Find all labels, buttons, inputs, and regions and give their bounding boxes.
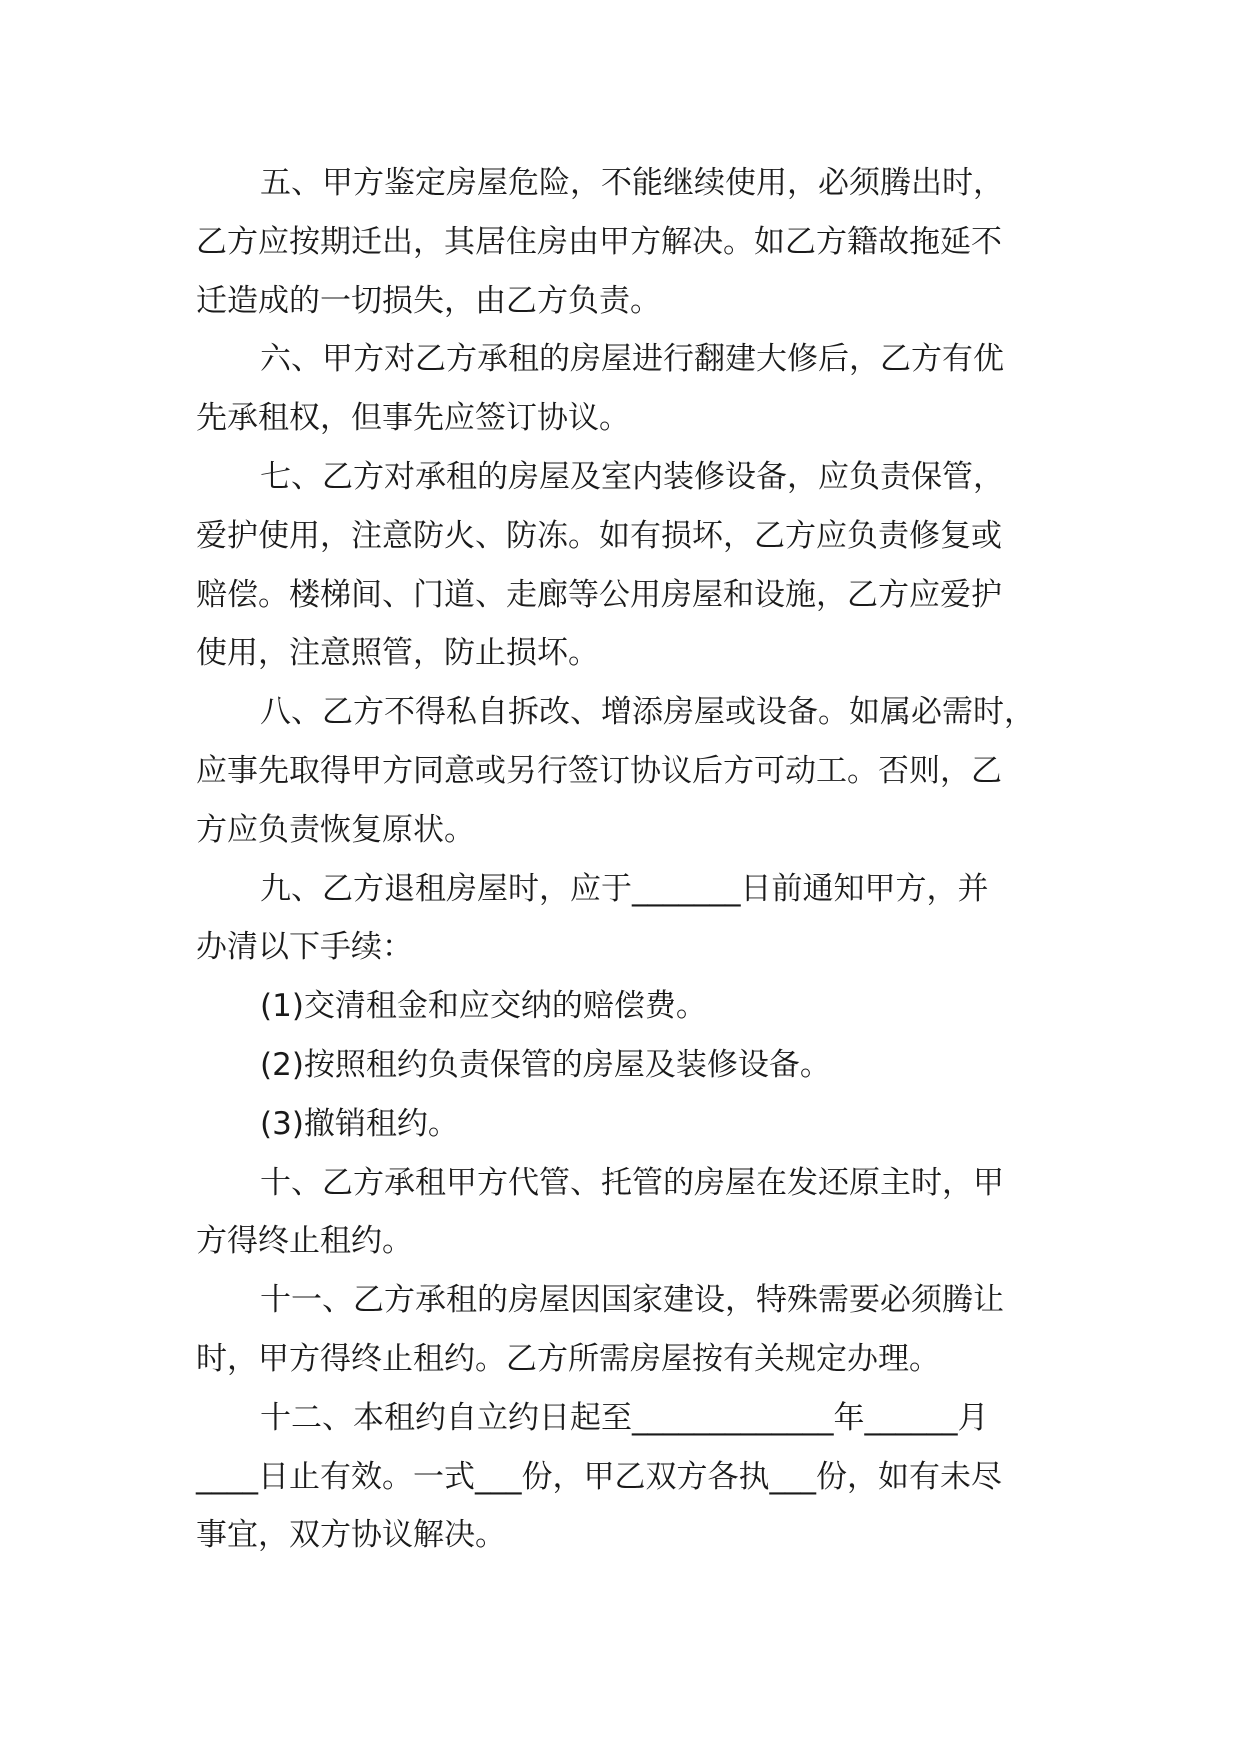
line-text: 方应负责恢复原状。	[196, 811, 475, 848]
text-line	[196, 1212, 1076, 1271]
text-line	[196, 154, 1076, 213]
line-text: 应事先取得甲方同意或另行签订协议后方可动工。否则，乙	[196, 752, 1002, 789]
text-line	[196, 1095, 1076, 1154]
line-text: 爱护使用，注意防火、防冻。如有损坏，乙方应负责修复或	[196, 517, 1002, 554]
line-text: 八、乙方不得私自拆改、增添房屋或设备。如属必需时，	[260, 694, 1035, 731]
line-text: 十二、本租约自立约日起至_____________年______月	[260, 1399, 989, 1436]
text-line	[196, 801, 1076, 860]
text-line	[196, 330, 1076, 389]
line-text: 使用，注意照管，防止损坏。	[196, 635, 599, 672]
line-text: 赔偿。楼梯间、门道、走廊等公用房屋和设施，乙方应爱护	[196, 576, 1002, 613]
text-line	[196, 1154, 1076, 1213]
line-text: (1)交清租金和应交纳的赔偿费。	[260, 988, 707, 1025]
line-text: 事宜，双方协议解决。	[196, 1517, 506, 1554]
text-line	[196, 1448, 1076, 1507]
line-text: (3)撤销租约。	[260, 1105, 459, 1142]
text-line	[196, 1271, 1076, 1330]
text-line	[196, 1506, 1076, 1565]
document-body	[196, 154, 1076, 1565]
text-line	[196, 389, 1076, 448]
text-line	[196, 742, 1076, 801]
line-text: (2)按照租约负责保管的房屋及装修设备。	[260, 1046, 831, 1083]
text-line	[196, 624, 1076, 683]
line-text: 方得终止租约。	[196, 1223, 413, 1260]
text-line	[196, 507, 1076, 566]
text-line	[196, 448, 1076, 507]
line-text: 先承租权，但事先应签订协议。	[196, 400, 630, 437]
line-text: 六、甲方对乙方承租的房屋进行翻建大修后，乙方有优	[260, 341, 1004, 378]
line-text: 九、乙方退租房屋时，应于_______日前通知甲方，并	[260, 870, 989, 907]
text-line	[196, 213, 1076, 272]
text-line	[196, 1389, 1076, 1448]
line-text: 十一、乙方承租的房屋因国家建设，特殊需要必须腾让	[260, 1282, 1004, 1319]
text-line	[196, 683, 1076, 742]
text-line	[196, 1330, 1076, 1389]
line-text: 迁造成的一切损失，由乙方负责。	[196, 282, 661, 319]
text-line	[196, 272, 1076, 331]
line-text: 七、乙方对承租的房屋及室内装修设备，应负责保管，	[260, 458, 1004, 495]
text-line	[196, 1036, 1076, 1095]
text-line	[196, 918, 1076, 977]
line-text: 十、乙方承租甲方代管、托管的房屋在发还原主时，甲	[260, 1164, 1004, 1201]
text-line	[196, 860, 1076, 919]
line-text: 乙方应按期迁出，其居住房由甲方解决。如乙方籍故拖延不	[196, 223, 1002, 260]
text-line	[196, 566, 1076, 625]
line-text: 办清以下手续：	[196, 929, 413, 966]
line-text: 时，甲方得终止租约。乙方所需房屋按有关规定办理。	[196, 1340, 940, 1377]
line-text: ____日止有效。一式___份，甲乙双方各执___份，如有未尽	[196, 1458, 1002, 1495]
line-text: 五、甲方鉴定房屋危险，不能继续使用，必须腾出时，	[260, 165, 1004, 201]
text-line	[196, 977, 1076, 1036]
